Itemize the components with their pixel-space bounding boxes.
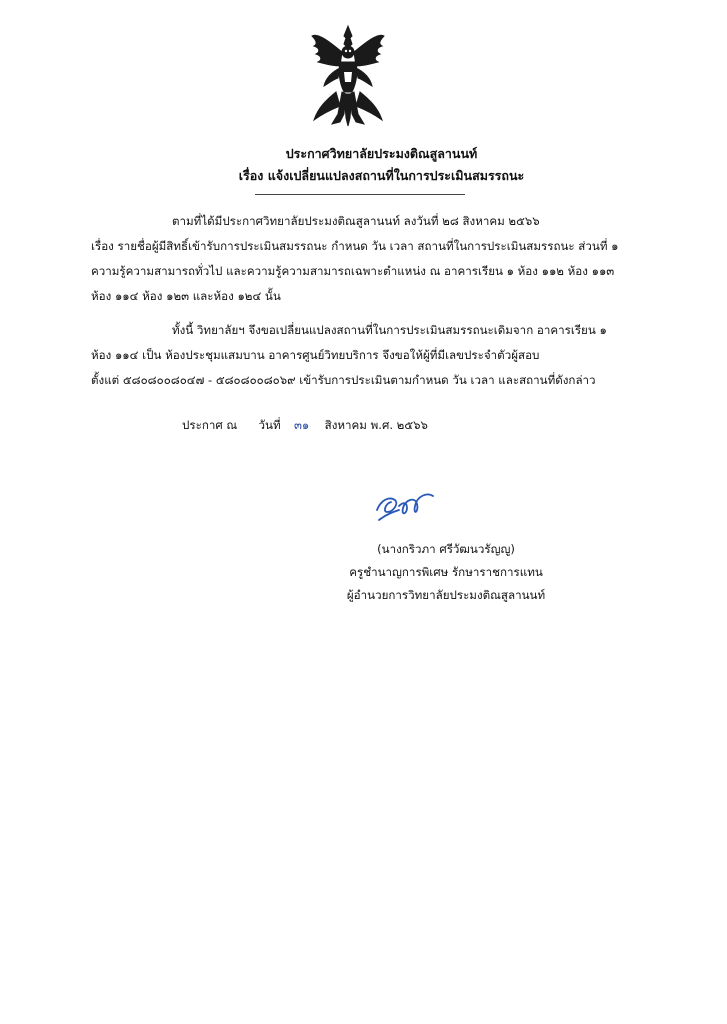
signer-name: (นางกริวภา ศรีวัฒนวรัญญู) xyxy=(377,542,515,556)
announcement-title: ประกาศวิทยาลัยประมงติณสูลานนท์ xyxy=(285,146,478,161)
paragraph-1-line-1: ตามที่ได้มีประกาศวิทยาลัยประมงติณสูลานนท์ ลงวันที่ ๒๘ สิงหาคม ๒๕๖๖ xyxy=(172,214,540,228)
paragraph-1-line-3: ความรู้ความสามารถทั่วไป และความรู้ความสามารถเฉพาะตำแหน่ง ณ อาคารเรียน ๑ ห้อง ๑๑๒ ห้อง ๑๑๓ xyxy=(91,264,615,278)
announce-prefix: ประกาศ ณ xyxy=(182,418,238,432)
announce-day-label: วันที่ xyxy=(258,418,281,432)
signer-office: ผู้อำนวยการวิทยาลัยประมงติณสูลานนท์ xyxy=(346,588,546,602)
paragraph-2-line-2: ห้อง ๑๑๔ เป็น ห้องประชุมแสมบาน อาคารศูนย์วิทยบริการ จึงขอให้ผู้ที่มีเลขประจำตัวผู้สอบ xyxy=(91,348,540,362)
garuda-emblem-icon xyxy=(296,22,400,130)
paragraph-2-line-3: ตั้งแต่ ๕๘๐๘๐๐๘๐๔๗ - ๕๘๐๘๐๐๘๐๖๙ เข้ารับการประเมินตามกำหนด วัน เวลา และสถานที่ดังกล่าว xyxy=(91,373,596,387)
announce-date xyxy=(182,417,428,435)
announce-day: ๓๑ xyxy=(293,418,310,432)
paragraph-2-line-1: ทั้งนี้ วิทยาลัยฯ จึงขอเปลี่ยนแปลงสถานที่ในการประเมินสมรรถนะเดิมจาก อาคารเรียน ๑ xyxy=(172,323,607,337)
announcement-subject: เรื่อง แจ้งเปลี่ยนแปลงสถานที่ในการประเมินสมรรถนะ xyxy=(238,168,525,183)
title-divider xyxy=(255,194,465,195)
paragraph-1-line-4: ห้อง ๑๑๔ ห้อง ๑๒๓ และห้อง ๑๒๔ นั้น xyxy=(91,289,281,303)
paragraph-1-line-2: เรื่อง รายชื่อผู้มีสิทธิ์เข้ารับการประเมินสมรรถนะ กำหนด วัน เวลา สถานที่ในการประเมินสมรรถนะ ส่วนที่ ๑ xyxy=(91,239,619,253)
signer-position: ครูชำนาญการพิเศษ รักษาราชการแทน xyxy=(349,565,543,579)
announce-month-year: สิงหาคม พ.ศ. ๒๕๖๖ xyxy=(324,418,428,432)
handwritten-signature-icon xyxy=(373,486,453,522)
